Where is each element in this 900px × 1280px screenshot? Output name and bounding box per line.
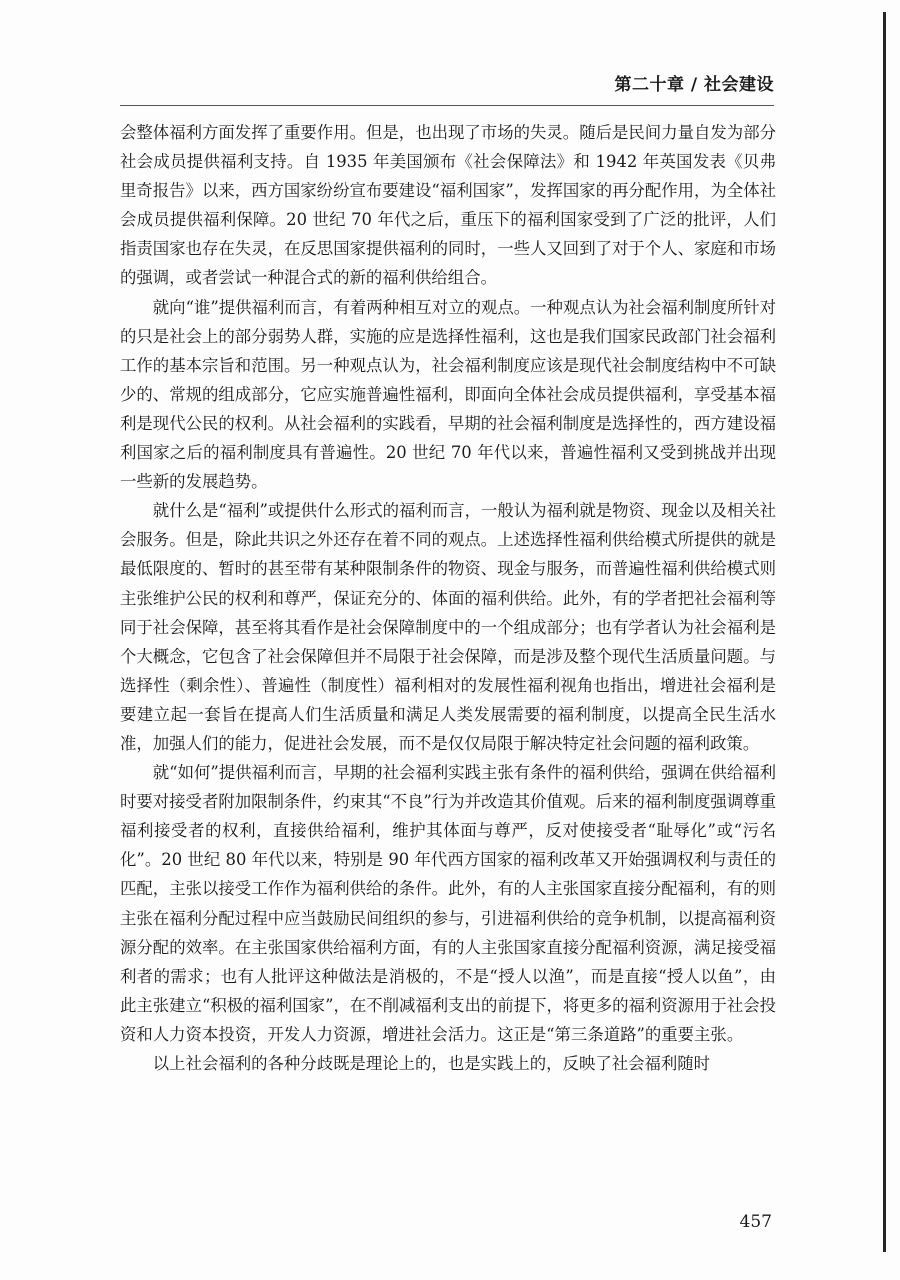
paragraph: 就向“谁”提供福利而言，有着两种相互对立的观点。一种观点认为社会福利制度所针对的只是社会上的部分弱势人群，实施的应是选择性福利，这也是我们国家民政部门社会福利工作的基本宗旨和范围。另一种观点认为，社会福利制度应该是现代社会制度结构中不可缺少的、常规的组成部分，它应实施普遍性福利，即面向全体社会成员提供福利，享受基本福利是现代公民的权利。从社会福利的实践看，早期的社会福利制度是选择性的，西方建设福利国家之后的福利制度具有普遍性。20 世纪 70 年代以来，普遍性福利又受到挑战并出现一些新的发展趋势。 (120, 297, 777, 492)
paragraph: 就什么是“福利”或提供什么形式的福利而言，一般认为福利就是物资、现金以及相关社会服务。但是，除此共识之外还存在着不同的观点。上述选择性福利供给模式所提供的就是最低限度的、暂时的甚至带有某种限制条件的物资、现金与服务，而普遍性福利供给模式则主张维护公民的权利和尊严，保证充分的、体面的福利供给。此外，有的学者把社会福利等同于社会保障，甚至将其看作是社会保障制度中的一个组成部分；也有学者认为社会福利是个大概念，它包含了社会保障但并不局限于社会保障，而是涉及整个现代生活质量问题。与选择性（剩余性）、普遍性（制度性）福利相对的发展性福利视角也指出，增进社会福利是要建立起一套旨在提高人们生活质量和满足人类发展需要的福利制度，以提高全民生活水准，加强人们的能力，促进社会发展，而不是仅仅局限于解决特定社会问题的福利政策。 (120, 501, 777, 753)
page-edge-rule (883, 12, 886, 1252)
running-head-title: 第二十章 / 社会建设 (614, 75, 774, 95)
body-text (120, 118, 776, 1078)
header-divider (120, 105, 774, 106)
paragraph: 以上社会福利的各种分歧既是理论上的，也是实践上的，反映了社会福利随时 (152, 1054, 711, 1073)
page-number: 457 (739, 1212, 772, 1232)
paragraph-continued: 会整体福利方面发挥了重要作用。但是，也出现了市场的失灵。随后是民间力量自发为部分社会成员提供福利支持。自 1935 年美国颁布《社会保障法》和 1942 年英国发表《贝弗里奇报告》以来，西方国家纷纷宣布要建设“福利国家”，发挥国家的再分配作用，为全体社会成员提供福利保障。20 世纪 70 年代之后，重压下的福利国家受到了广泛的批评，人们指责国家也存在失灵，在反思国家提供福利的同时，一些人又回到了对于个人、家庭和市场的强调，或者尝试一种混合式的新的福利供给组合。 (120, 123, 776, 288)
paragraph: 就“如何”提供福利而言，早期的社会福利实践主张有条件的福利供给，强调在供给福利时要对接受者附加限制条件，约束其“不良”行为并改造其价值观。后来的福利制度强调尊重福利接受者的权利，直接供给福利，维护其体面与尊严，反对使接受者“耻辱化”或“污名化”。20 世纪 80 年代以来，特别是 90 年代西方国家的福利改革又开始强调权利与责任的匹配，主张以接受工作作为福利供给的条件。此外，有的人主张国家直接分配福利，有的则主张在福利分配过程中应当鼓励民间组织的参与，引进福利供给的竞争机制，以提高福利资源分配的效率。在主张国家供给福利方面，有的人主张国家直接分配福利资源，满足接受福利者的需求；也有人批评这种做法是消极的，不是“授人以渔”，而是直接“授人以鱼”，由此主张建立“积极的福利国家”，在不削减福利支出的前提下，将更多的福利资源用于社会投资和人力资本投资，开发人力资源，增进社会活力。这正是“第三条道路”的重要主张。 (120, 763, 777, 1044)
